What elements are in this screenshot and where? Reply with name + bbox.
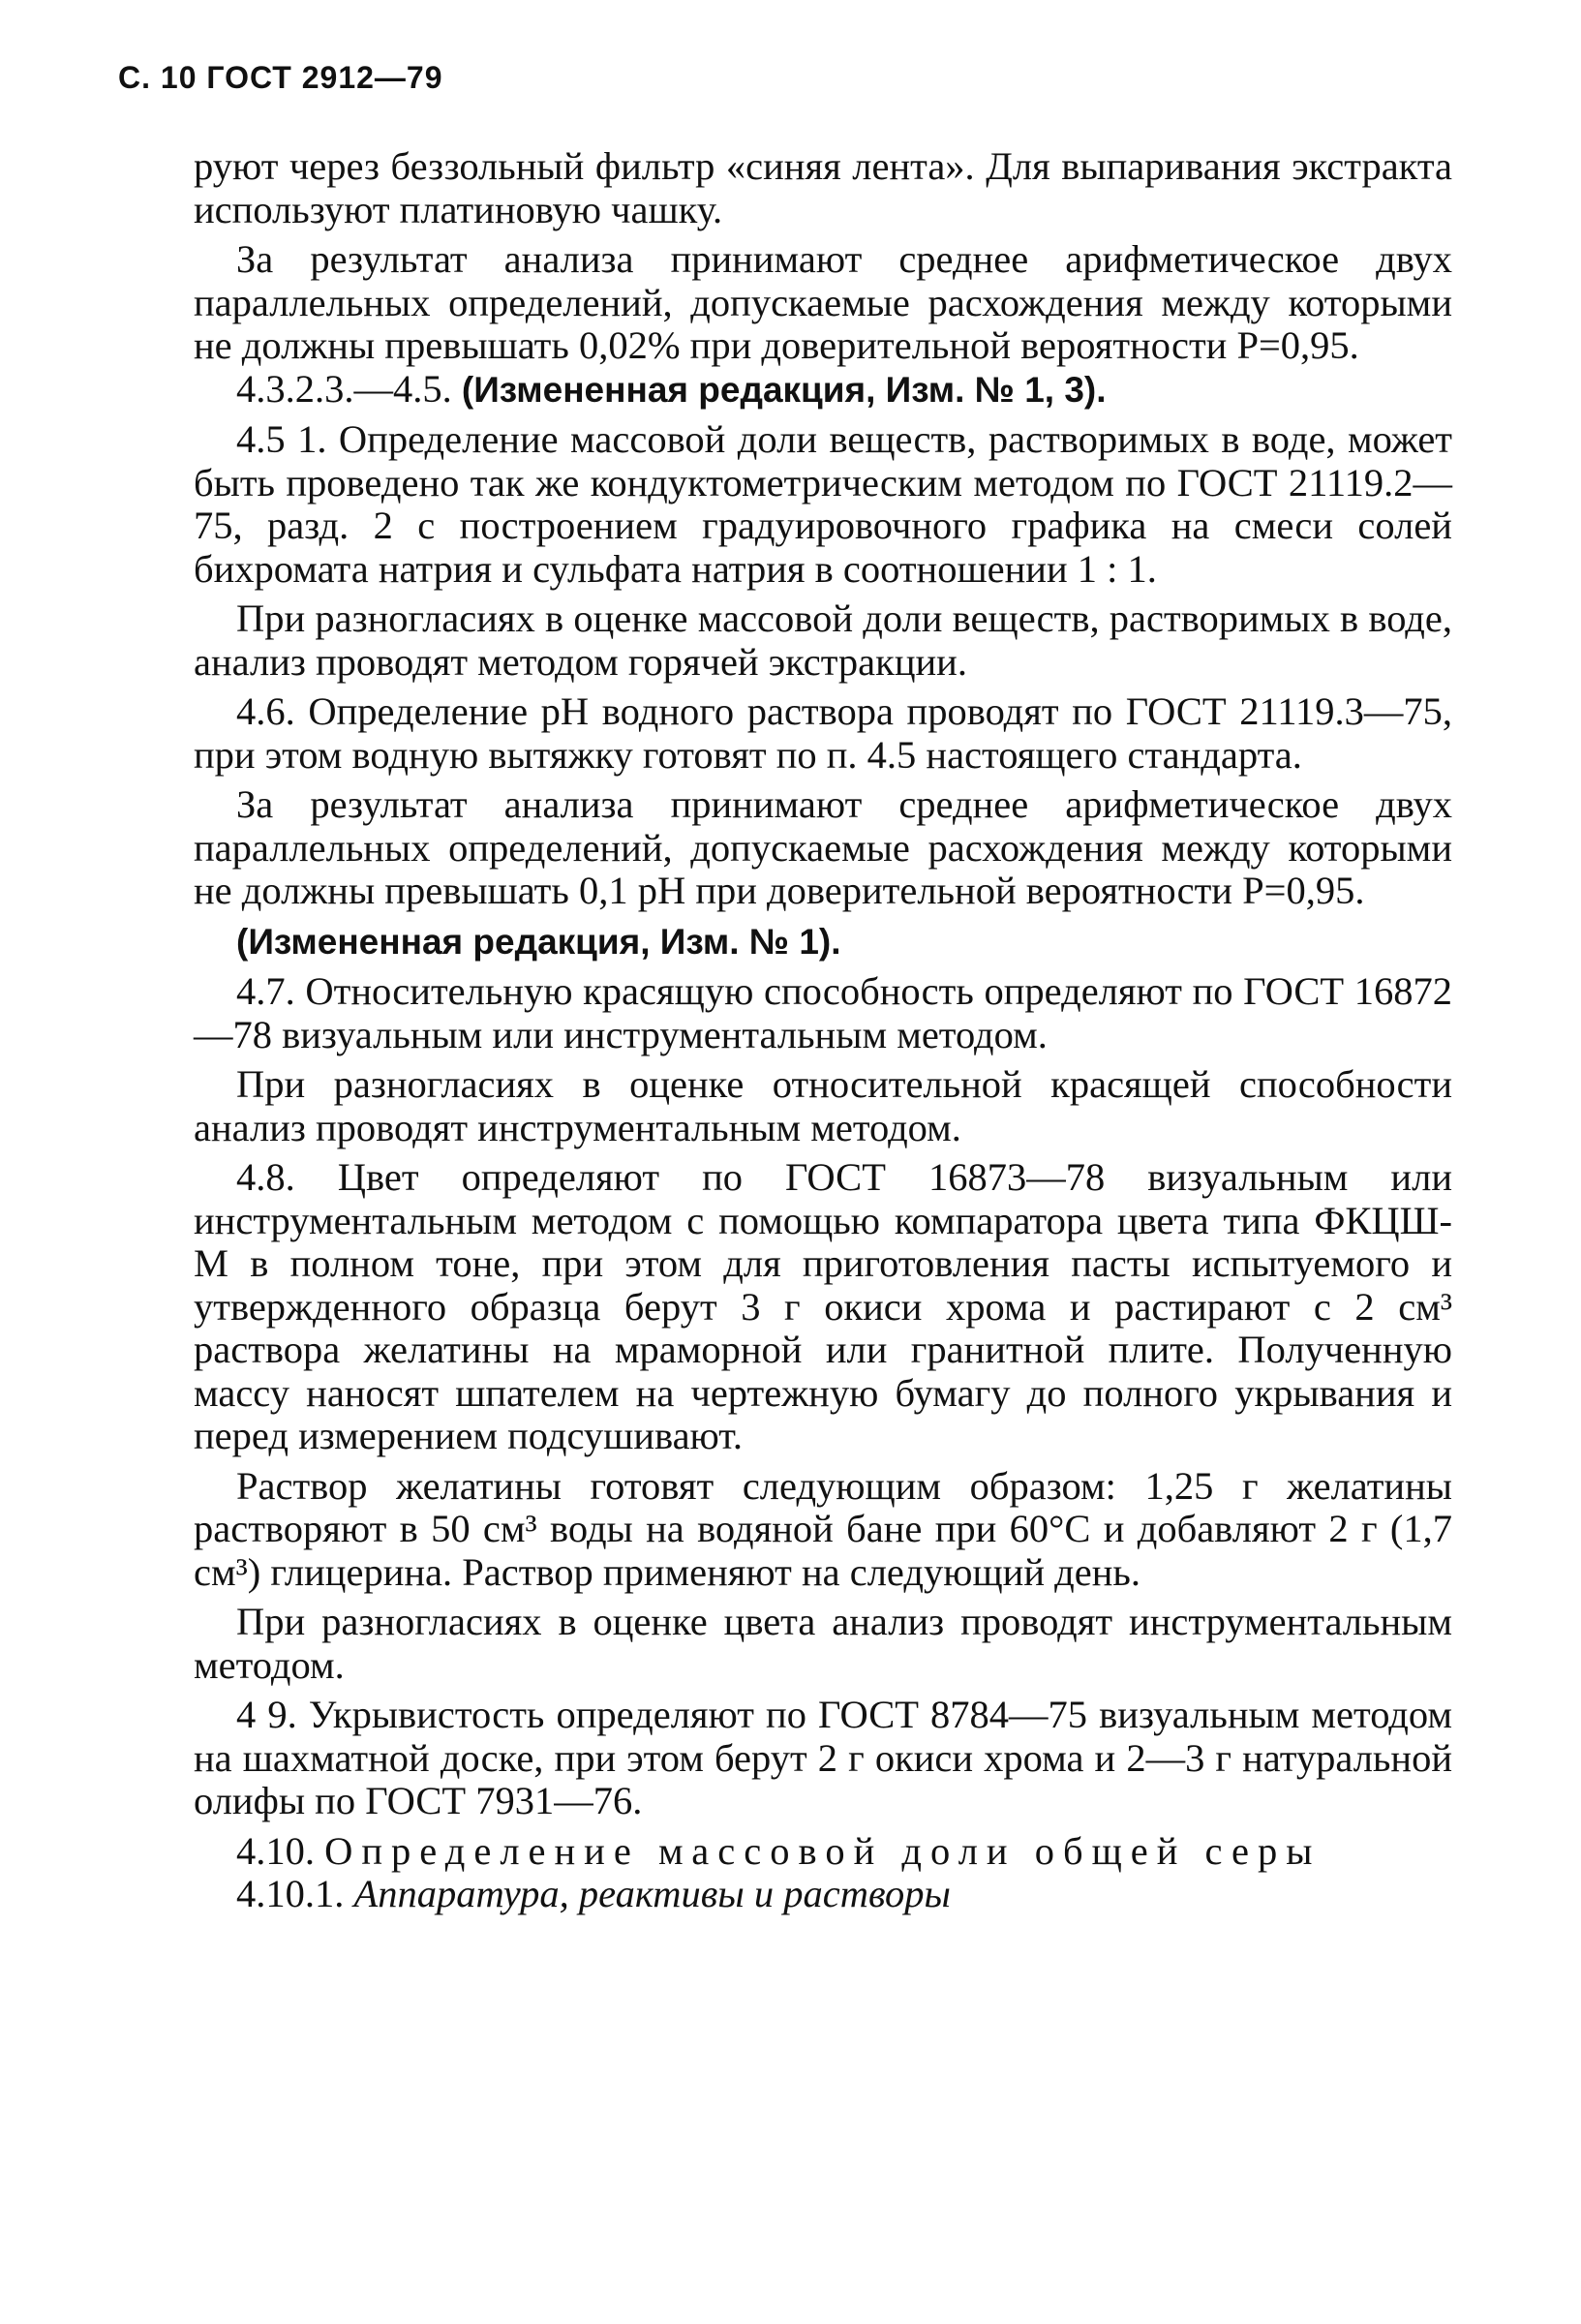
section-heading bbox=[194, 1830, 1452, 1874]
amendment-note: (Измененная редакция, Изм. № 1). bbox=[236, 921, 841, 962]
paragraph-8 bbox=[194, 920, 1452, 964]
section-title: Определение массовой доли общей серы bbox=[324, 1828, 1322, 1873]
document-body bbox=[194, 145, 1452, 1916]
paragraph-13: При разногласиях в оценке цвета анализ проводят инструментальным методом. bbox=[194, 1600, 1452, 1687]
clause-number: 4.10. bbox=[236, 1828, 315, 1873]
subsection-title: Аппаратура, реактивы и растворы bbox=[353, 1872, 951, 1915]
paragraph-12: Раствор желатины готовят следующим образом: 1,25 г желатины растворяют в 50 см³ воды на водяной бане при 60°С и добавляют 2 г (1,7 см³) глицерина. Раствор применяют на следующий день. bbox=[194, 1463, 1452, 1594]
paragraph-7: За результат анализа принимают среднее арифметическое двух параллельных определений, допускаемые расхождения между которыми не должны превышать 0,1 pH при доверительной вероятности P=0,95. bbox=[194, 782, 1452, 912]
paragraph-9: 4.7. Относительную красящую способность определяют по ГОСТ 16872—78 визуальным или инструментальным методом. bbox=[194, 969, 1452, 1056]
paragraph-11: 4.8. Цвет определяют по ГОСТ 16873—78 визуальным или инструментальным методом с помощью компаратора цвета типа ФКЦШ-М в полном тоне, при этом для приготовления пасты испытуемого и утвержденного образца берут 3 г окиси хрома и растирают с 2 см³ раствора желатины на мраморной или гранитной плите. Полученную массу наносят шпателем на чертежную бумагу до полного укрывания и перед измерением подсушивают. bbox=[194, 1155, 1452, 1457]
page-header: С. 10 ГОСТ 2912—79 bbox=[118, 60, 443, 95]
clause-number: 4.10.1. bbox=[236, 1872, 345, 1915]
paragraph-14: 4 9. Укрывистость определяют по ГОСТ 8784—75 визуальным методом на шахматной доске, при этом берут 2 г окиси хрома и 2—3 г натуральной олифы по ГОСТ 7931—76. bbox=[194, 1693, 1452, 1822]
clause-number: 4.3.2.3.—4.5. bbox=[236, 366, 452, 411]
paragraph-5: При разногласиях в оценке массовой доли веществ, растворимых в воде, анализ проводят методом горячей экстракции. bbox=[194, 596, 1452, 684]
paragraph-2: За результат анализа принимают среднее арифметическое двух параллельных определений, допускаемые расхождения между которыми не должны превышать 0,02% при доверительной вероятности P=0,95. bbox=[194, 237, 1452, 367]
amendment-note: (Измененная редакция, Изм. № 1, 3). bbox=[461, 369, 1107, 410]
subsection-heading bbox=[194, 1873, 1452, 1916]
paragraph-3 bbox=[194, 368, 1452, 413]
paragraph-10: При разногласиях в оценке относительной красящей способности анализ проводят инструментальным методом. bbox=[194, 1062, 1452, 1149]
paragraph-4: 4.5 1. Определение массовой доли веществ, растворимых в воде, может быть проведено так же кондуктометрическим методом по ГОСТ 21119.2—75, разд. 2 с построением градуировочного графика на смеси солей бихромата натрия и сульфата натрия в соотношении 1 : 1. bbox=[194, 417, 1452, 591]
paragraph-6: 4.6. Определение pH водного раствора проводят по ГОСТ 21119.3—75, при этом водную вытяжку готовят по п. 4.5 настоящего стандарта. bbox=[194, 689, 1452, 777]
paragraph-1: руют через беззольный фильтр «синяя лента». Для выпаривания экстракта используют платиновую чашку. bbox=[194, 144, 1452, 231]
